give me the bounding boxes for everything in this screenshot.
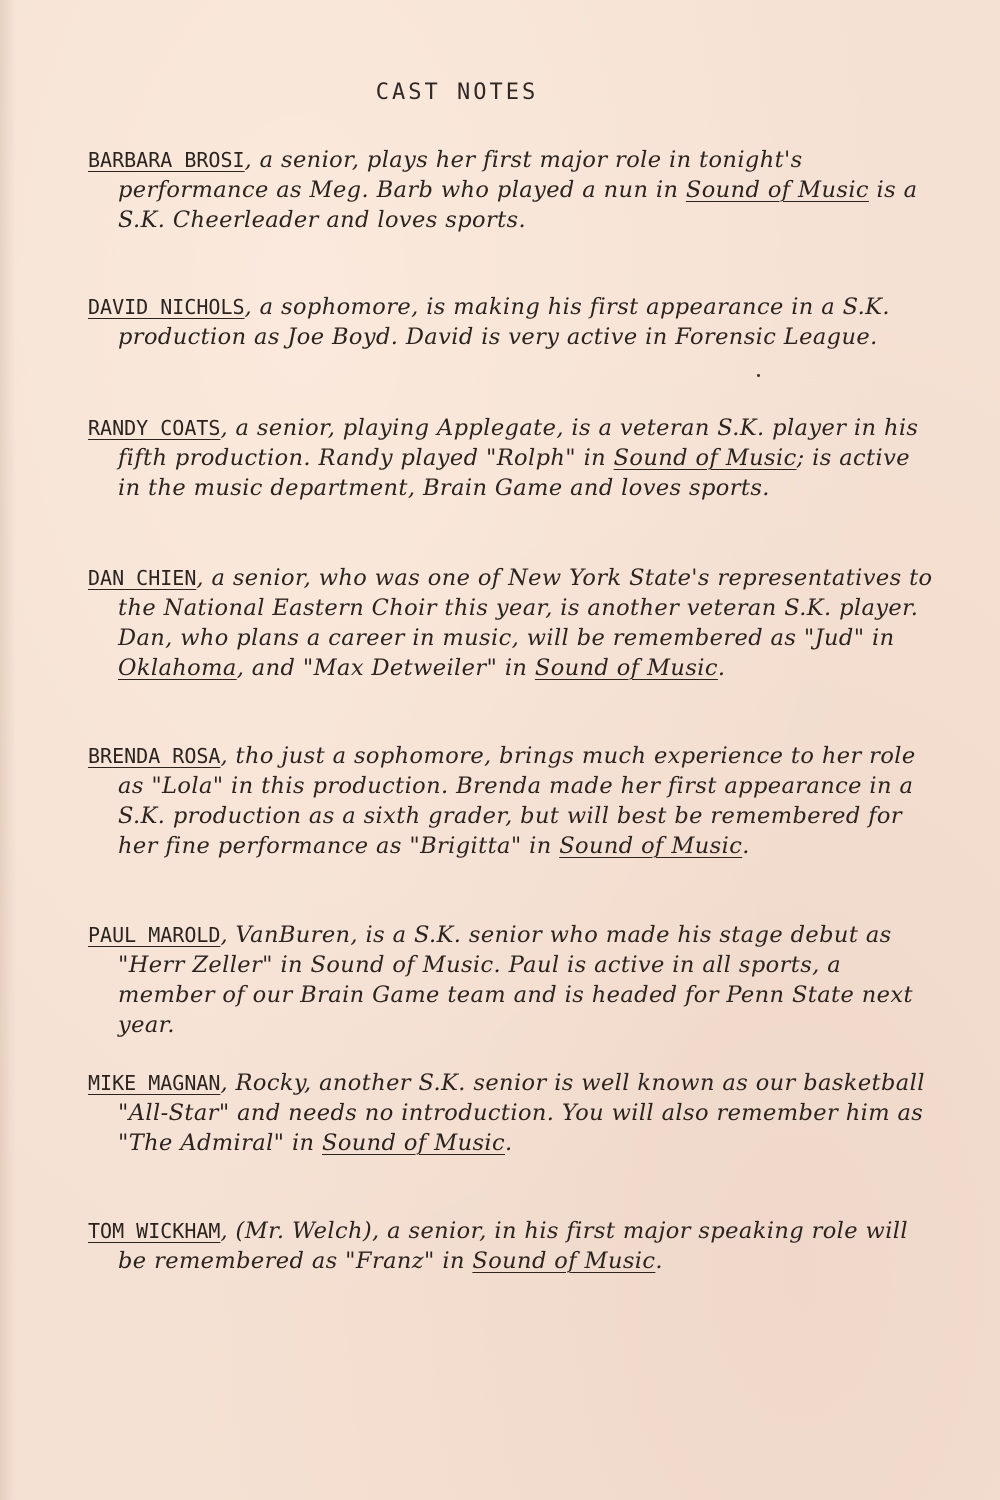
- cast-member-name: PAUL MAROLD: [88, 923, 221, 947]
- cast-note-barbara-brosi: [88, 145, 938, 235]
- show-title: Sound of Music: [685, 177, 869, 203]
- show-title: Sound of Music: [559, 833, 743, 859]
- note-text: .: [655, 1248, 663, 1274]
- page-title: CAST NOTES: [375, 80, 539, 105]
- note-text: , Rocky, another S.K. senior is well known as our basketball "All-Star" and needs no introduction. You will also remember him as "The Admiral" in: [118, 1070, 925, 1156]
- show-title: Sound of Music: [534, 655, 718, 681]
- note-text: , VanBuren, is a S.K. senior who made his stage debut as "Herr Zeller" in Sound of Music. Paul is active in all sports, a member of our Brain Game team and is headed for Penn State next year.: [118, 922, 913, 1038]
- note-text: , and "Max Detweiler" in: [236, 655, 535, 681]
- note-text: ; is active in the music department, Brain Game and loves sports.: [118, 445, 910, 501]
- cast-note-tom-wickham: [88, 1216, 938, 1276]
- cast-note-mike-magnan: [88, 1068, 938, 1158]
- note-text: is a S.K. Cheerleader and loves sports.: [118, 177, 918, 233]
- note-text: .: [742, 833, 750, 859]
- show-title: Sound of Music: [322, 1130, 506, 1156]
- show-title: Oklahoma: [118, 655, 237, 681]
- cast-note-brenda-rosa: [88, 741, 938, 861]
- cast-note-randy-coats: [88, 413, 938, 503]
- cast-member-name: RANDY COATS: [88, 416, 221, 440]
- cast-member-name: DAVID NICHOLS: [88, 295, 245, 319]
- note-text: , a sophomore, is making his first appearance in a S.K. production as Joe Boyd. David is very active in Forensic League.: [118, 294, 890, 350]
- note-text: , a senior, plays her first major role in tonight's performance as Meg. Barb who played a nun in: [118, 147, 803, 203]
- ink-dot: [757, 374, 760, 377]
- show-title: Sound of Music: [613, 445, 797, 471]
- note-text: .: [717, 655, 726, 681]
- note-text: , (Mr. Welch), a senior, in his first major speaking role will be remembered as "Franz" in: [118, 1218, 908, 1274]
- note-text: .: [505, 1130, 513, 1156]
- cast-member-name: BARBARA BROSI: [88, 148, 245, 172]
- cast-member-name: DAN CHIEN: [88, 566, 197, 590]
- cast-note-paul-marold: [88, 920, 938, 1040]
- cast-note-david-nichols: [88, 292, 938, 352]
- cast-member-name: BRENDA ROSA: [88, 744, 221, 768]
- cast-note-dan-chien: [88, 563, 938, 683]
- show-title: Sound of Music: [472, 1248, 656, 1274]
- note-text: , a senior, who was one of New York State's representatives to the National Eastern Choir this year, is another veteran S.K. player. Dan, who plans a career in music, will be remembered as "Jud" in: [118, 565, 933, 651]
- note-text: , tho just a sophomore, brings much experience to her role as "Lola" in this production. Brenda made her first appearance in a S.K. production as a sixth grader, but will best be remembered for her fine performance as "Brigitta" in: [118, 743, 916, 859]
- cast-member-name: MIKE MAGNAN: [88, 1071, 221, 1095]
- cast-member-name: TOM WICKHAM: [88, 1219, 221, 1243]
- note-text: , a senior, playing Applegate, is a veteran S.K. player in his fifth production. Randy played "Rolph" in: [118, 415, 919, 471]
